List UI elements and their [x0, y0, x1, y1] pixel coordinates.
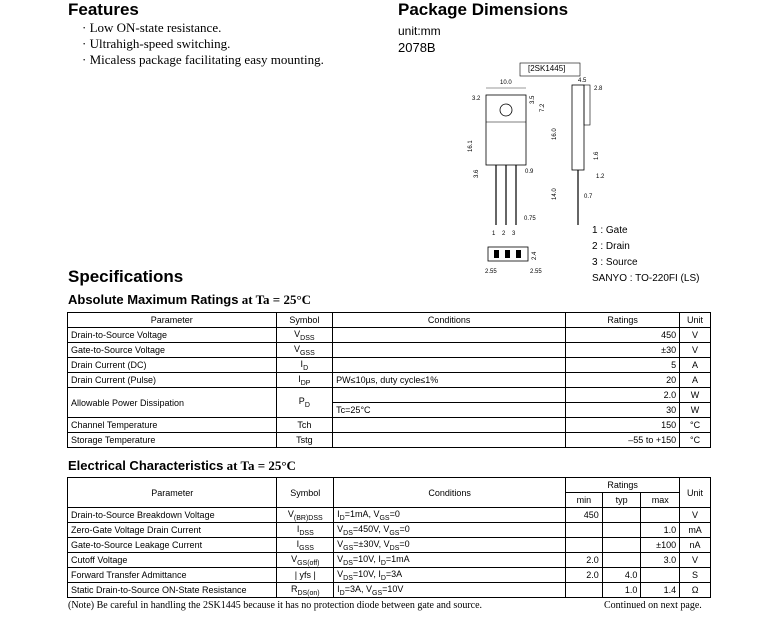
dim-label: 2.55 — [485, 269, 497, 275]
unit-cell: mA — [680, 523, 711, 538]
rating-cell: 2.0 — [566, 388, 680, 403]
amr-body — [68, 328, 711, 448]
dim-label: 16.1 — [468, 140, 474, 152]
symbol-cell: $R_{DS(on)}$ — [277, 583, 334, 598]
unit-cell: V — [680, 343, 711, 358]
col-header: Ratings — [566, 313, 680, 328]
dim-label: 0.9 — [525, 169, 534, 175]
ec-body — [68, 508, 711, 598]
param-cell: Zero-Gate Voltage Drain Current — [68, 523, 277, 538]
dim-label: 2.4 — [532, 251, 538, 260]
param-cell: Channel Temperature — [68, 418, 277, 433]
symbol-cell: $P_D$ — [276, 388, 333, 418]
condition-cell — [333, 418, 566, 433]
condition-cell: $I_D=3A$, $V_{GS}=10V$ — [334, 583, 566, 598]
param-cell: Drain Current (Pulse) — [68, 373, 277, 388]
features-list — [82, 20, 324, 68]
param-cell: Drain-to-Source Voltage — [68, 328, 277, 343]
package-unit: unit:mm — [398, 24, 441, 38]
table-row — [68, 418, 711, 433]
package-code: 2078B — [398, 40, 436, 55]
rating-cell: 20 — [566, 373, 680, 388]
feature-item: · Ultrahigh-speed switching. — [82, 36, 231, 51]
pin-label: 3 : Source — [592, 257, 638, 268]
param-cell: Cutoff Voltage — [68, 553, 277, 568]
col-header: min — [566, 493, 603, 508]
unit-cell: Ω — [680, 583, 711, 598]
condition-cell: $V_{DS}=450V$, $V_{GS}=0$ — [334, 523, 566, 538]
min-cell: 450 — [566, 508, 603, 523]
max-cell — [641, 568, 680, 583]
param-cell: Static Drain-to-Source ON-State Resistance — [68, 583, 277, 598]
unit-cell: A — [680, 373, 711, 388]
dim-label: 2 — [502, 231, 506, 237]
dim-label: 3.2 — [472, 96, 481, 102]
condition-cell: PW≤10µs, duty cycle≤1% — [333, 373, 566, 388]
symbol-cell: Tstg — [276, 433, 333, 448]
table-row — [68, 568, 711, 583]
table-row — [68, 433, 711, 448]
dim-label: 14.0 — [552, 188, 558, 200]
symbol-cell: $V_{(BR)DSS}$ — [277, 508, 334, 523]
max-cell — [641, 508, 680, 523]
rating-cell: 450 — [566, 328, 680, 343]
amr-heading — [68, 292, 311, 308]
typ-cell — [602, 508, 641, 523]
unit-cell: W — [680, 403, 711, 418]
dim-label: 3 — [512, 231, 516, 237]
ec-title: Electrical Characteristics — [68, 458, 224, 473]
unit-cell: °C — [680, 418, 711, 433]
condition-cell: $I_D=1mA$, $V_{GS}=0$ — [334, 508, 566, 523]
col-header: Unit — [680, 313, 711, 328]
min-cell: 2.0 — [566, 568, 603, 583]
dim-label: 10.0 — [500, 80, 512, 86]
amr-table — [67, 312, 711, 448]
specifications-title: Specifications — [68, 267, 184, 286]
rating-cell: 5 — [566, 358, 680, 373]
symbol-cell: $I_{DSS}$ — [277, 523, 334, 538]
unit-cell: A — [680, 358, 711, 373]
table-row — [68, 343, 711, 358]
dim-label: 4.5 — [578, 78, 587, 84]
symbol-cell: $V_{GSS}$ — [276, 343, 333, 358]
unit-cell: V — [680, 508, 711, 523]
table-row — [68, 373, 711, 388]
part-label: [2SK1445] — [528, 64, 566, 73]
typ-cell — [602, 553, 641, 568]
rating-cell: 150 — [566, 418, 680, 433]
param-cell: Gate-to-Source Leakage Current — [68, 538, 277, 553]
footer-note: (Note) Be careful in handling the 2SK1445 because it has no protection diode between gate and source. — [68, 600, 483, 611]
package-maker: SANYO : TO-220FI (LS) — [592, 273, 700, 284]
param-cell: Allowable Power Dissipation — [68, 388, 277, 418]
amr-condition: at Ta = 25°C — [238, 292, 312, 307]
unit-cell: V — [680, 553, 711, 568]
condition-cell — [333, 388, 566, 403]
table-row — [68, 508, 711, 523]
condition-cell: Tc=25°C — [333, 403, 566, 418]
unit-cell: nA — [680, 538, 711, 553]
table-row — [68, 358, 711, 373]
dim-label: 1.2 — [596, 174, 605, 180]
table-row — [68, 523, 711, 538]
condition-cell: $V_{DS}=10V$, $I_D=1mA$ — [334, 553, 566, 568]
col-header: Unit — [680, 478, 711, 508]
symbol-cell: $I_{DP}$ — [276, 373, 333, 388]
rating-cell: –55 to +150 — [566, 433, 680, 448]
table-row — [68, 583, 711, 598]
symbol-cell: $I_{GSS}$ — [277, 538, 334, 553]
col-header: max — [641, 493, 680, 508]
table-row — [68, 388, 711, 403]
col-header: Parameter — [68, 478, 277, 508]
dim-label: 0.75 — [524, 216, 536, 222]
param-cell: Forward Transfer Admittance — [68, 568, 277, 583]
ec-heading — [68, 458, 296, 474]
min-cell: 2.0 — [566, 553, 603, 568]
table-row — [68, 328, 711, 343]
param-cell: Drain-to-Source Breakdown Voltage — [68, 508, 277, 523]
min-cell — [566, 583, 603, 598]
condition-cell — [333, 358, 566, 373]
rating-cell: ±30 — [566, 343, 680, 358]
max-cell: 3.0 — [641, 553, 680, 568]
dim-label: 1 — [492, 231, 496, 237]
symbol-cell: $V_{GS(off)}$ — [277, 553, 334, 568]
table-row — [68, 553, 711, 568]
param-cell: Storage Temperature — [68, 433, 277, 448]
unit-cell: °C — [680, 433, 711, 448]
max-cell: 1.4 — [641, 583, 680, 598]
feature-item: · Micaless package facilitating easy mounting. — [82, 52, 324, 67]
dim-label: 2.8 — [594, 86, 603, 92]
table-row — [68, 538, 711, 553]
dim-label: 3.6 — [474, 169, 480, 178]
unit-cell: S — [680, 568, 711, 583]
col-header: Conditions — [334, 478, 566, 508]
dim-label: 16.0 — [552, 128, 558, 140]
amr-title: Absolute Maximum Ratings — [68, 292, 239, 307]
pin-label: 1 : Gate — [592, 225, 628, 236]
typ-cell — [602, 523, 641, 538]
unit-cell: V — [680, 328, 711, 343]
col-header: Parameter — [68, 313, 277, 328]
min-cell — [566, 523, 603, 538]
symbol-cell: $I_D$ — [276, 358, 333, 373]
max-cell: ±100 — [641, 538, 680, 553]
condition-cell — [333, 328, 566, 343]
rating-cell: 30 — [566, 403, 680, 418]
package-drawing — [460, 60, 720, 285]
symbol-cell: Tch — [276, 418, 333, 433]
condition-cell: $V_{GS}=\pm 30V$, $V_{DS}=0$ — [334, 538, 566, 553]
symbol-cell: | yfs | — [277, 568, 334, 583]
ec-condition: at Ta = 25°C — [223, 458, 296, 473]
dim-label: 7.2 — [540, 103, 546, 112]
feature-item: · Low ON-state resistance. — [82, 20, 222, 35]
col-header: typ — [602, 493, 641, 508]
min-cell — [566, 538, 603, 553]
dim-label: 0.7 — [584, 194, 593, 200]
typ-cell: 1.0 — [602, 583, 641, 598]
package-title: Package Dimensions — [398, 0, 569, 19]
continued-label: Continued on next page. — [604, 600, 702, 611]
param-cell: Gate-to-Source Voltage — [68, 343, 277, 358]
col-header: Conditions — [333, 313, 566, 328]
dim-label: 1.6 — [594, 151, 600, 160]
dim-label: 2.55 — [530, 269, 542, 275]
symbol-cell: $V_{DSS}$ — [276, 328, 333, 343]
typ-cell: 4.0 — [602, 568, 641, 583]
col-header: Symbol — [276, 313, 333, 328]
condition-cell — [333, 343, 566, 358]
param-cell: Drain Current (DC) — [68, 358, 277, 373]
max-cell: 1.0 — [641, 523, 680, 538]
ec-table — [67, 477, 711, 598]
dim-label: 3.5 — [530, 95, 536, 104]
col-header: Ratings — [566, 478, 680, 493]
pin-label: 2 : Drain — [592, 241, 630, 252]
col-header: Symbol — [277, 478, 334, 508]
typ-cell — [602, 538, 641, 553]
features-title: Features — [68, 0, 139, 19]
unit-cell: W — [680, 388, 711, 403]
condition-cell — [333, 433, 566, 448]
condition-cell: $V_{DS}=10V$, $I_D=3A$ — [334, 568, 566, 583]
